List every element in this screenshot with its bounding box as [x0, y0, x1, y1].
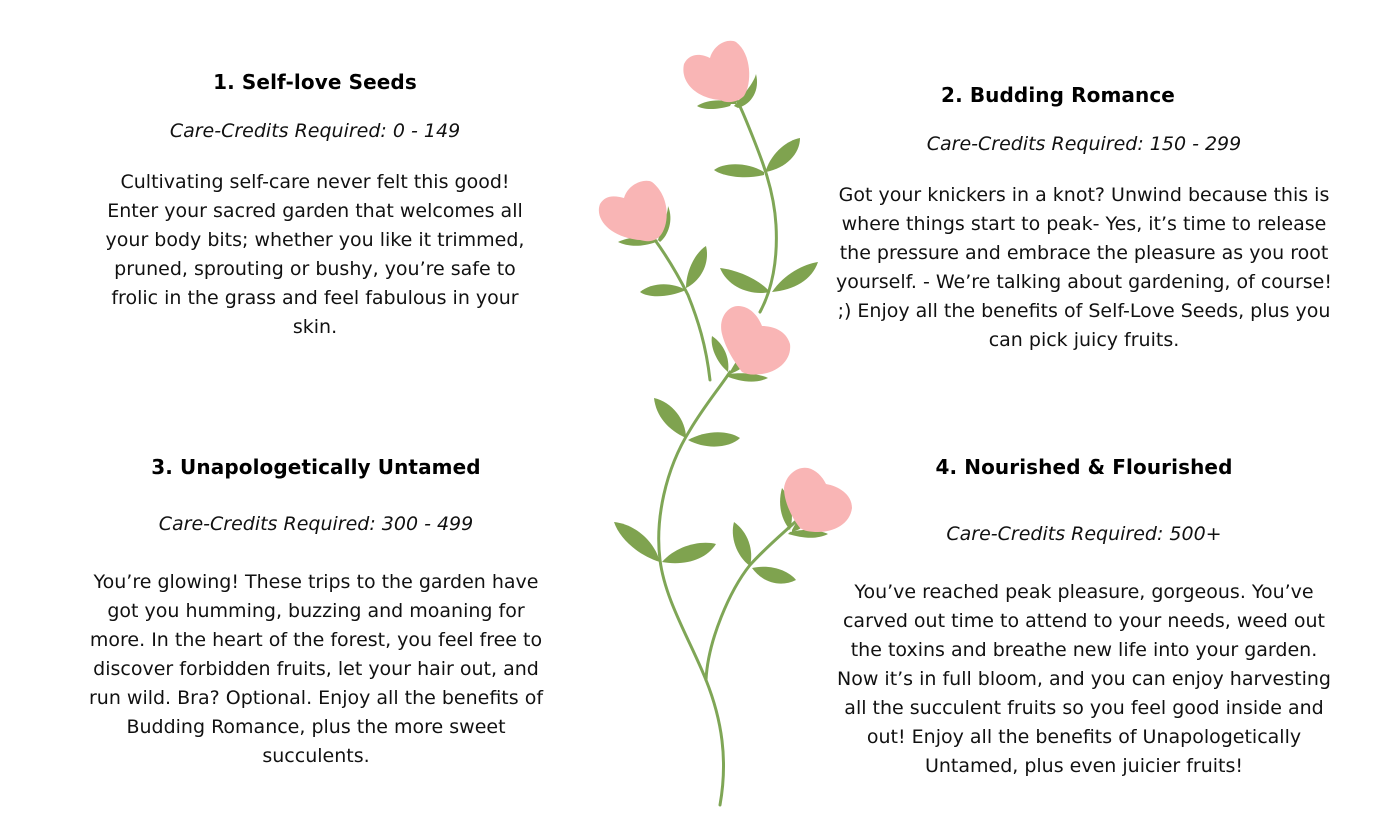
leaf — [714, 164, 764, 177]
leaf — [733, 522, 751, 566]
flower-bud — [599, 181, 667, 241]
tier-credits: Care-Credits Required: 500+ — [946, 523, 1222, 545]
leaf — [720, 268, 770, 293]
leaf — [772, 262, 818, 292]
leaf — [640, 284, 686, 296]
flower-bud — [683, 41, 749, 102]
leaf — [752, 567, 796, 584]
leaf — [654, 398, 686, 438]
leaf — [662, 543, 716, 563]
tier-description: Cultivating self-care never felt this good! Enter your sacred garden that welcomes all your body bits; whether you like it trimmed, pruned, sprouting or bushy, you’re safe to frolic in the grass and feel fabulous in your skin. — [105, 171, 525, 338]
tier-credits: Care-Credits Required: 150 - 299 — [926, 133, 1242, 155]
leaf — [688, 432, 740, 446]
tier-title: 3. Unapologetically Untamed — [151, 455, 481, 479]
tier-title: 1. Self-love Seeds — [213, 70, 417, 94]
tier-description: Got your knickers in a knot? Unwind because this is where things start to peak- Yes, it’s time to release the pressure and embrace the pleasure as you root yourself. - We’re talking about gardening, of course! ;) Enjoy all the benefits of Self-Love Seeds, plus you can pick juicy fruits. — [836, 184, 1332, 351]
leaf — [766, 138, 800, 172]
tier-nourished-flourished — [834, 455, 1334, 781]
leaf — [726, 373, 768, 381]
flower-bud — [721, 306, 790, 375]
leaf — [686, 246, 707, 288]
tier-budding-romance — [834, 83, 1334, 355]
right-branch — [706, 510, 808, 680]
tier-self-love-seeds — [90, 70, 540, 342]
leaf — [614, 522, 660, 562]
tier-unapologetically-untamed — [86, 455, 546, 771]
tier-description: You’ve reached peak pleasure, gorgeous. You’ve carved out time to attend to your needs, weed out the toxins and breathe new life into your garden. Now it’s in full bloom, and you can enjoy harvesting all the succulent fruits so you feel good inside and out! Enjoy all the benefits of Unapologetically Untamed, plus even juicier fruits! — [837, 581, 1331, 777]
tier-title: 4. Nourished & Flourished — [935, 455, 1233, 479]
tier-credits: Care-Credits Required: 0 - 149 — [169, 120, 461, 142]
flower-vine-icon — [560, 0, 880, 840]
tier-credits: Care-Credits Required: 300 - 499 — [158, 513, 474, 535]
tier-title: 2. Budding Romance — [941, 83, 1175, 107]
tier-description: You’re glowing! These trips to the garden have got you humming, buzzing and moaning for more. In the heart of the forest, you feel free to discover forbidden fruits, let your hair out, and run wild. Bra? Optional. Enjoy all the benefits of Budding Romance, plus the more sweet succulents. — [88, 571, 544, 767]
